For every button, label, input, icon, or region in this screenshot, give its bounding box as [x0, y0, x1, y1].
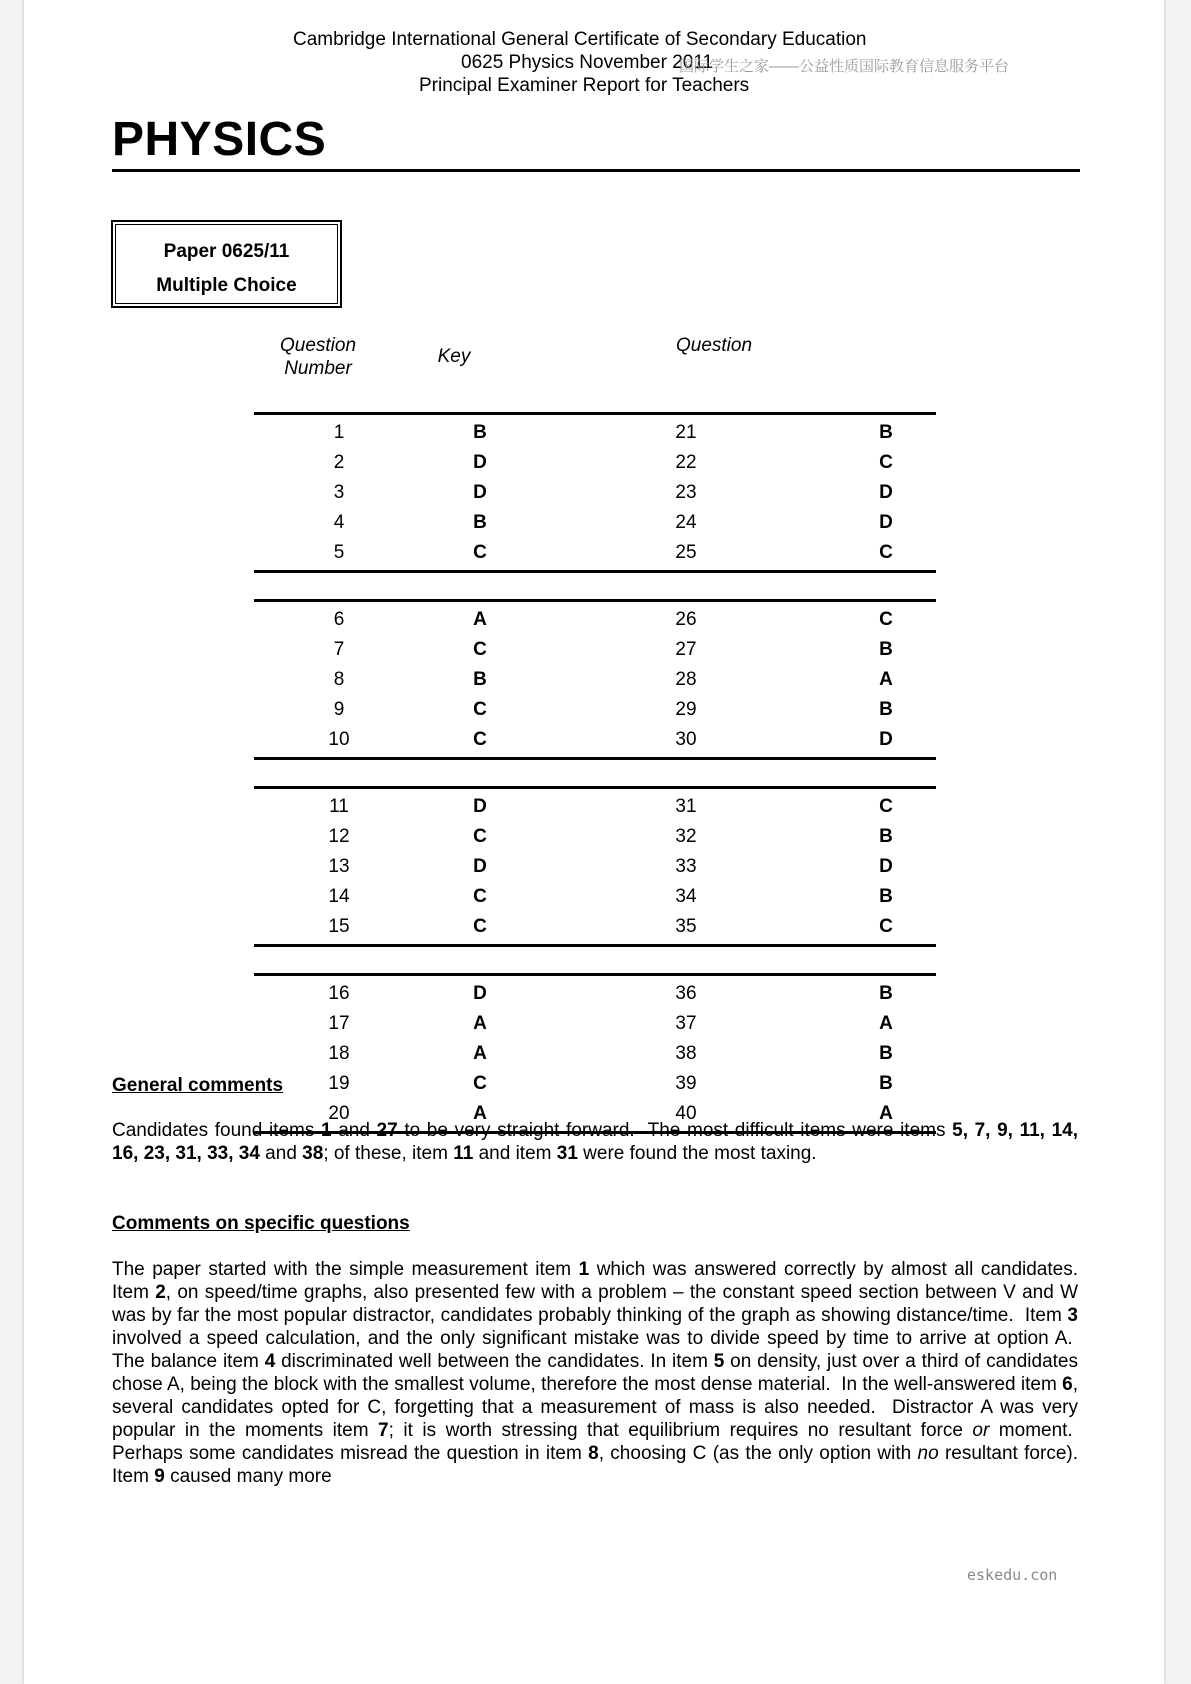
question-number-cell: 19: [328, 1073, 350, 1094]
paper-code: Paper 0625/11: [163, 241, 290, 262]
header-line-1: Cambridge International General Certificate of Secondary Education: [293, 29, 867, 50]
answer-block: [254, 412, 936, 573]
key-cell: B: [473, 669, 487, 690]
key-cell: B: [879, 886, 893, 907]
question-number-cell: 13: [328, 856, 350, 877]
key-cell: C: [473, 729, 487, 750]
question-number-cell: 38: [675, 1043, 697, 1064]
question-number-cell: 27: [675, 639, 697, 660]
key-cell: C: [473, 542, 487, 563]
general-comments-heading: General comments: [112, 1075, 284, 1096]
question-number-cell: 11: [329, 796, 349, 817]
general-comments-text: Candidates found items 1 and 27 to be very straight forward. The most difficult items were items 5, 7, 9, 11, 14, 16, 23, 31, 33, 34 and 38; of these, item 11 and item 31 were found the most taxing.: [112, 1120, 1078, 1164]
key-cell: D: [473, 796, 487, 817]
key-cell: B: [879, 983, 893, 1004]
question-number-cell: 5: [333, 542, 345, 563]
key-cell: B: [879, 1043, 893, 1064]
key-cell: C: [473, 826, 487, 847]
question-number-cell: 16: [328, 983, 350, 1004]
specific-comments-text: The paper started with the simple measurement item 1 which was answered correctly by almost all candidates. Item 2, on speed/time graphs, also presented few with a problem – the constant speed section between V and W was by far the most popular distractor, candidates probably thinking of the graph as showing distance/time. Item 3 involved a speed calculation, and the only significant mistake was to divide speed by time to arrive at option A. The balance item 4 discriminated well between the candidates. In item 5 on density, just over a third of candidates chose A, being the block with the smallest volume, therefore the most dense material. In the well-answered item 6, several candidates opted for C, forgetting that a measurement of mass is also needed. Distractor A was very popular in the moments item 7; it is worth stressing that equilibrium requires no resultant force or moment. Perhaps some candidates misread the question in item 8, choosing C (as the only option with no resultant force). Item 9 caused many more: [112, 1259, 1078, 1487]
answer-block: [254, 973, 936, 1134]
question-number-cell: 31: [675, 796, 697, 817]
specific-comments-heading: Comments on specific questions: [112, 1213, 410, 1234]
table-row: [254, 448, 936, 478]
question-number-cell: 30: [675, 729, 697, 750]
key-cell: C: [473, 699, 487, 720]
paper-box: [111, 220, 342, 308]
answer-key-table: [254, 412, 936, 1160]
table-row: [254, 912, 936, 942]
key-cell: D: [879, 482, 893, 503]
key-cell: C: [879, 452, 893, 473]
question-number-cell: 37: [675, 1013, 697, 1034]
key-cell: D: [879, 729, 893, 750]
question-number-cell: 2: [333, 452, 345, 473]
table-row: [254, 882, 936, 912]
table-row: [254, 1039, 936, 1069]
table-row: [254, 478, 936, 508]
paper-type: Multiple Choice: [156, 275, 297, 296]
key-cell: A: [473, 1013, 487, 1034]
key-cell: C: [473, 1073, 487, 1094]
col-header-question: Question: [675, 335, 753, 356]
question-number-cell: 40: [675, 1103, 697, 1124]
table-row: [254, 1009, 936, 1039]
key-cell: D: [879, 512, 893, 533]
table-row: [254, 605, 936, 635]
question-number-cell: 4: [333, 512, 345, 533]
question-number-cell: 39: [675, 1073, 697, 1094]
document-page: [24, 0, 1164, 1684]
key-cell: C: [879, 916, 893, 937]
key-cell: C: [879, 542, 893, 563]
question-number-cell: 36: [675, 983, 697, 1004]
question-number-cell: 33: [675, 856, 697, 877]
footer-watermark: eskedu.con: [967, 1566, 1058, 1584]
question-number-cell: 9: [333, 699, 345, 720]
question-number-cell: 34: [675, 886, 697, 907]
question-number-cell: 1: [333, 422, 345, 443]
table-row: [254, 665, 936, 695]
key-cell: C: [879, 609, 893, 630]
watermark-text: 国际学生之家——公益性质国际教育信息服务平台: [679, 58, 1010, 75]
header-line-2: 0625 Physics November 2011: [461, 52, 714, 73]
table-row: [254, 792, 936, 822]
table-row: [254, 418, 936, 448]
question-number-cell: 25: [675, 542, 697, 563]
key-cell: B: [473, 422, 487, 443]
key-cell: A: [879, 1013, 893, 1034]
key-cell: C: [473, 916, 487, 937]
key-cell: C: [879, 796, 893, 817]
key-cell: B: [879, 826, 893, 847]
key-cell: D: [879, 856, 893, 877]
col-header-question-number: Question Number: [279, 335, 357, 379]
key-cell: B: [473, 512, 487, 533]
header-line-3: Principal Examiner Report for Teachers: [419, 75, 750, 96]
key-cell: C: [473, 639, 487, 660]
key-cell: D: [473, 856, 487, 877]
table-row: [254, 979, 936, 1009]
key-cell: A: [473, 609, 487, 630]
subject-title: PHYSICS: [112, 113, 327, 166]
question-number-cell: 7: [333, 639, 345, 660]
title-rule: [112, 169, 1080, 172]
question-number-cell: 20: [328, 1103, 350, 1124]
table-row: [254, 822, 936, 852]
key-cell: D: [473, 452, 487, 473]
key-cell: A: [473, 1043, 487, 1064]
key-cell: C: [473, 886, 487, 907]
question-number-cell: 10: [328, 729, 350, 750]
question-number-cell: 32: [675, 826, 697, 847]
key-cell: B: [879, 639, 893, 660]
table-row: [254, 852, 936, 882]
question-number-cell: 28: [675, 669, 697, 690]
question-number-cell: 8: [333, 669, 345, 690]
key-cell: A: [473, 1103, 487, 1124]
table-row: [254, 538, 936, 568]
col-header-key: Key: [437, 346, 471, 367]
key-cell: A: [879, 1103, 893, 1124]
question-number-cell: 21: [675, 422, 697, 443]
table-row: [254, 725, 936, 755]
question-number-cell: 12: [328, 826, 350, 847]
question-number-cell: 15: [328, 916, 350, 937]
key-cell: B: [879, 1073, 893, 1094]
key-cell: B: [879, 699, 893, 720]
key-cell: A: [879, 669, 893, 690]
question-number-cell: 3: [333, 482, 345, 503]
question-number-cell: 6: [333, 609, 345, 630]
question-number-cell: 14: [328, 886, 350, 907]
key-cell: B: [879, 422, 893, 443]
key-cell: D: [473, 983, 487, 1004]
key-cell: D: [473, 482, 487, 503]
table-row: [254, 695, 936, 725]
table-row: [254, 635, 936, 665]
question-number-cell: 26: [675, 609, 697, 630]
question-number-cell: 18: [328, 1043, 350, 1064]
question-number-cell: 22: [675, 452, 697, 473]
question-number-cell: 35: [675, 916, 697, 937]
answer-block: [254, 599, 936, 760]
table-row: [254, 508, 936, 538]
answer-block: [254, 786, 936, 947]
question-number-cell: 24: [675, 512, 697, 533]
question-number-cell: 17: [328, 1013, 350, 1034]
question-number-cell: 23: [675, 482, 697, 503]
table-row: [254, 1069, 936, 1099]
question-number-cell: 29: [675, 699, 697, 720]
